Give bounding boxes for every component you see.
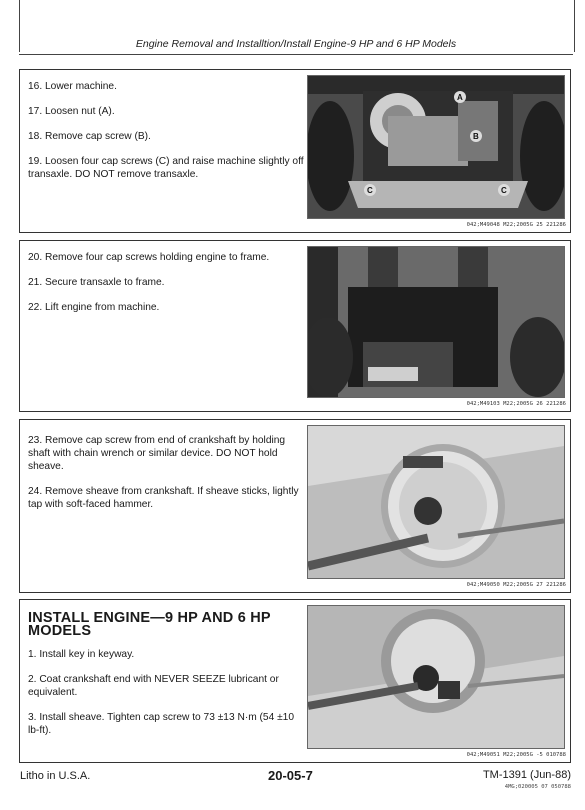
- section-heading: INSTALL ENGINE—9 HP AND 6 HP MODELS: [28, 610, 271, 639]
- photo-1-caption: 042;M49048 M22;2005G 25 221286: [466, 222, 566, 228]
- photo-sheave-install: [307, 605, 565, 749]
- photo-3-caption: 042;M49050 M22;2005G 27 221286: [466, 582, 566, 588]
- step-20: 20. Remove four cap screws holding engine to frame.: [28, 252, 270, 263]
- procedure-panel-4: [19, 599, 571, 763]
- step-21: 21. Secure transaxle to frame.: [28, 277, 165, 288]
- step-3: 3. Install sheave. Tighten cap screw to 73 ±13 N·m (54 ±10 lb-ft).: [28, 712, 295, 736]
- page-header-title: Engine Removal and Installtion/Install Engine-9 HP and 6 HP Models: [135, 38, 457, 50]
- panel-2-steps: [28, 251, 308, 326]
- photo-engine-lift: [307, 246, 565, 398]
- photo-sheave-removal: [307, 425, 565, 579]
- callout-a: A: [457, 93, 463, 102]
- step-23: 23. Remove cap screw from end of crankshaft by holding shaft with chain wrench or similar device. DO NOT hold sheave.: [28, 435, 286, 472]
- procedure-panel-3: [19, 419, 571, 593]
- footer-litho: Litho in U.S.A.: [20, 770, 91, 782]
- procedure-panel-2: [19, 240, 571, 412]
- step-24: 24. Remove sheave from crankshaft. If sheave sticks, lightly tap with soft-faced hammer.: [28, 486, 299, 510]
- photo-transaxle: [307, 75, 565, 219]
- page-number: 20-05-7: [268, 768, 313, 783]
- step-17: 17. Loosen nut (A).: [28, 106, 115, 117]
- footer-code: 4MG;020005 07 050788: [504, 784, 571, 790]
- callout-b: B: [473, 132, 479, 141]
- callout-c-left: C: [367, 186, 373, 195]
- step-1: 1. Install key in keyway.: [28, 649, 135, 660]
- photo-4-caption: 042;M49051 M22;2005G -5 010788: [466, 752, 566, 758]
- header-rule: [19, 54, 573, 55]
- step-22: 22. Lift engine from machine.: [28, 302, 160, 313]
- procedure-panel-1: [19, 69, 571, 233]
- step-19: 19. Loosen four cap screws (C) and raise machine slightly off transaxle. DO NOT remove transaxle.: [28, 156, 304, 180]
- photo-2-caption: 042;M49103 M22;2005G 26 221286: [466, 401, 566, 407]
- step-2: 2. Coat crankshaft end with NEVER SEEZE lubricant or equivalent.: [28, 674, 279, 698]
- step-18: 18. Remove cap screw (B).: [28, 131, 151, 142]
- callout-c-right: C: [501, 186, 507, 195]
- manual-id: TM-1391 (Jun-88): [482, 769, 571, 781]
- panel-3-steps: [28, 434, 308, 523]
- panel-4-steps: [28, 612, 308, 749]
- panel-1-steps: [28, 80, 308, 193]
- step-16: 16. Lower machine.: [28, 81, 117, 92]
